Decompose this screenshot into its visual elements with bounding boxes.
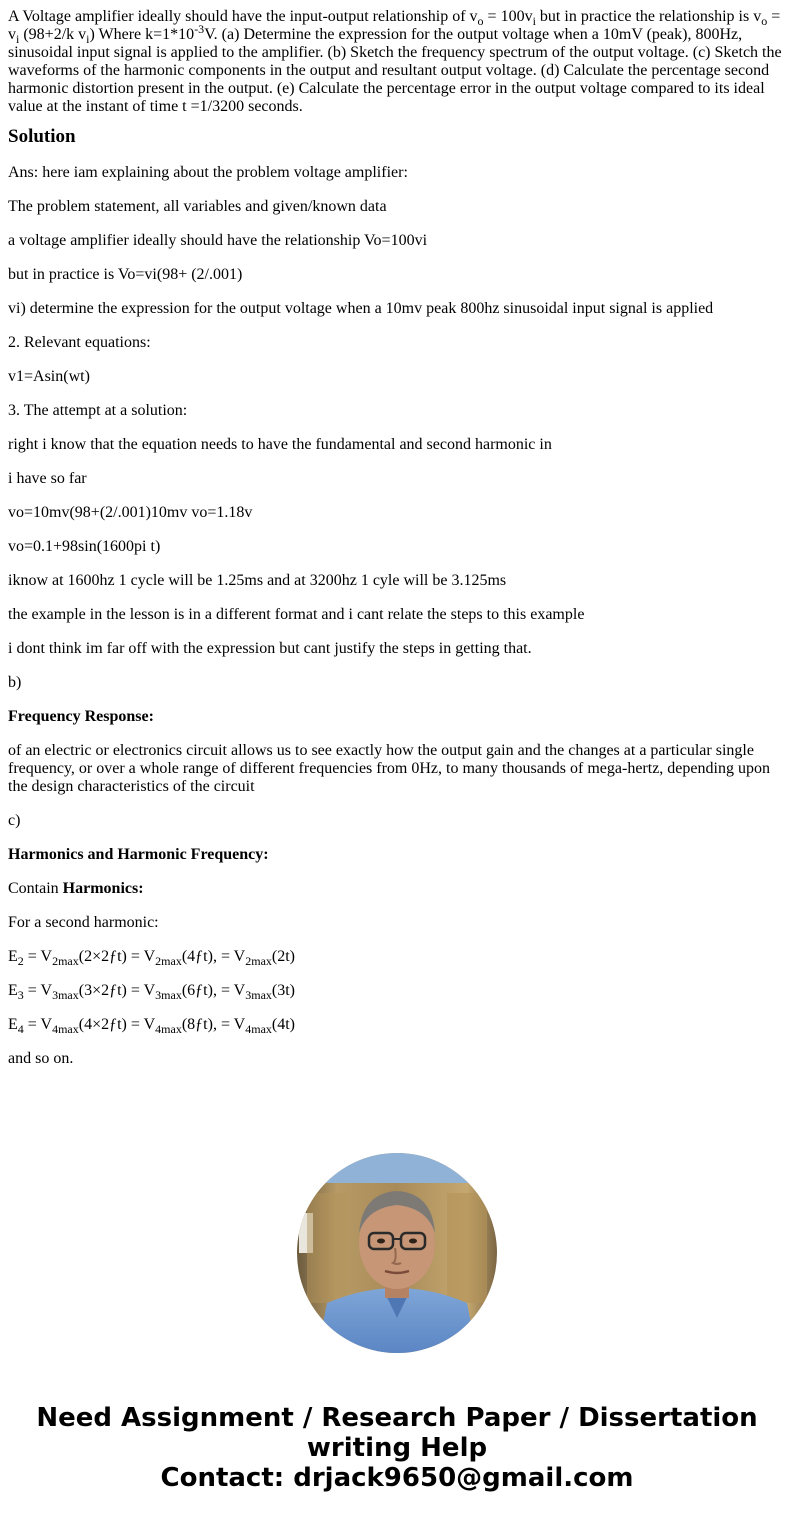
subscript: 3max xyxy=(155,988,182,1002)
author-photo xyxy=(297,1153,497,1353)
subscript: 2max xyxy=(52,954,79,968)
subscript: 4max xyxy=(155,1022,182,1036)
subscript: 2max xyxy=(245,954,272,968)
answer-line: vo=0.1+98sin(1600pi t) xyxy=(8,538,161,555)
eq-symbol: E xyxy=(8,982,18,999)
answer-line: 2. Relevant equations: xyxy=(8,334,151,351)
answer-line: vo=10mv(98+(2/.001)10mv vo=1.18v xyxy=(8,504,253,521)
eq-part: (8ƒt), = V xyxy=(181,1016,246,1033)
answer-line: the example in the lesson is in a different format and i cant relate the steps to this example xyxy=(8,606,585,623)
portrait-image xyxy=(297,1153,497,1353)
answer-line: i have so far xyxy=(8,470,87,487)
eq-part: (4t) xyxy=(271,1016,296,1033)
subscript: o xyxy=(477,14,484,28)
answer-line: but in practice is Vo=vi(98+ (2/.001) xyxy=(8,266,243,283)
answer-line: v1=Asin(wt) xyxy=(8,368,90,385)
superscript: -3 xyxy=(194,22,205,36)
question-part: but in practice the relationship is v xyxy=(535,8,762,25)
contain-bold: Harmonics: xyxy=(62,880,144,897)
question-part: A Voltage amplifier ideally should have the input-output relationship of v xyxy=(8,8,478,25)
eq-part: (3t) xyxy=(271,982,296,999)
subscript: i xyxy=(532,14,536,28)
question-part: (98+2/k v xyxy=(19,26,87,43)
answer-line: b) xyxy=(8,674,22,691)
eq-part: (4×2ƒt) = V xyxy=(78,1016,156,1033)
eq-part: = V xyxy=(23,1016,53,1033)
and-so-on-line: and so on. xyxy=(8,1050,74,1067)
footer-line-2: writing Help xyxy=(306,1433,488,1463)
eq-part: = V xyxy=(23,982,53,999)
subscript: 2max xyxy=(155,954,182,968)
subscript: o xyxy=(761,14,768,28)
footer-banner xyxy=(0,1403,794,1493)
frequency-response-text: of an electric or electronics circuit allows us to see exactly how the output gain and the changes at a particular single frequency, or over a whole range of different frequencies from 0Hz, to many thousands of mega-hertz, depending upon the design characteristics of the circuit xyxy=(8,742,770,795)
question-text xyxy=(8,8,786,116)
question-part: ) Where k=1*10 xyxy=(89,26,195,43)
eq-symbol: E xyxy=(8,948,18,965)
equation-line xyxy=(8,982,786,1000)
answer-line: The problem statement, all variables and given/known data xyxy=(8,198,387,215)
eq-part: (2×2ƒt) = V xyxy=(78,948,156,965)
harmonics-heading xyxy=(8,846,786,864)
subscript: 3 xyxy=(17,988,24,1002)
footer-contact: Contact: drjack9650@gmail.com xyxy=(160,1463,634,1493)
subscript: 3max xyxy=(245,988,272,1002)
equation-line xyxy=(8,948,786,966)
subscript: 3max xyxy=(52,988,79,1002)
subscript: 4max xyxy=(52,1022,79,1036)
subscript: i xyxy=(16,32,20,46)
eq-part: = V xyxy=(23,948,53,965)
answer-line: vi) determine the expression for the output voltage when a 10mv peak 800hz sinusoidal input signal is applied xyxy=(8,300,714,317)
footer-line-1: Need Assignment / Research Paper / Dissertation xyxy=(36,1403,758,1433)
answer-line: c) xyxy=(8,812,21,829)
eq-symbol: E xyxy=(8,1016,18,1033)
bold-heading: Harmonics and Harmonic Frequency: xyxy=(8,846,269,863)
subscript: i xyxy=(86,32,90,46)
answer-line: right i know that the equation needs to have the fundamental and second harmonic in xyxy=(8,436,552,453)
equation-line xyxy=(8,1016,786,1034)
answer-line: i dont think im far off with the expression but cant justify the steps in getting that. xyxy=(8,640,532,657)
eq-part: (2t) xyxy=(271,948,296,965)
subscript: 2 xyxy=(17,954,24,968)
question-part: = 100v xyxy=(483,8,533,25)
question-paragraph xyxy=(8,8,786,116)
solution-heading: Solution xyxy=(8,126,76,147)
question-part: = v xyxy=(8,8,781,43)
eq-part: (4ƒt), = V xyxy=(181,948,246,965)
subscript: 4 xyxy=(17,1022,24,1036)
answer-line: 3. The attempt at a solution: xyxy=(8,402,188,419)
contain-prefix: Contain xyxy=(8,880,63,897)
eq-part: (3×2ƒt) = V xyxy=(78,982,156,999)
subscript: 4max xyxy=(245,1022,272,1036)
bold-heading: Frequency Response: xyxy=(8,708,154,725)
answer-line: Ans: here iam explaining about the problem voltage amplifier: xyxy=(8,164,408,181)
question-part: V. (a) Determine the expression for the output voltage when a 10mV (peak), 800Hz, sinusoidal input signal is applied to the amplifier. (b) Sketch the frequency spectrum of the output voltage. (c) Sketch the waveforms of the harmonic components in the output and resultant output voltage. (d) Calculate the percentage second harmonic distortion present in the output. (e) Calculate the percentage error in the output voltage compared to its ideal value at the instant of time t =1/3200 seconds. xyxy=(8,26,782,115)
second-harmonic-line: For a second harmonic: xyxy=(8,914,159,931)
frequency-response-heading xyxy=(8,708,786,726)
contain-line xyxy=(8,880,786,898)
answer-line: iknow at 1600hz 1 cycle will be 1.25ms and at 3200hz 1 cyle will be 3.125ms xyxy=(8,572,507,589)
eq-part: (6ƒt), = V xyxy=(181,982,246,999)
answer-line: a voltage amplifier ideally should have the relationship Vo=100vi xyxy=(8,232,428,249)
